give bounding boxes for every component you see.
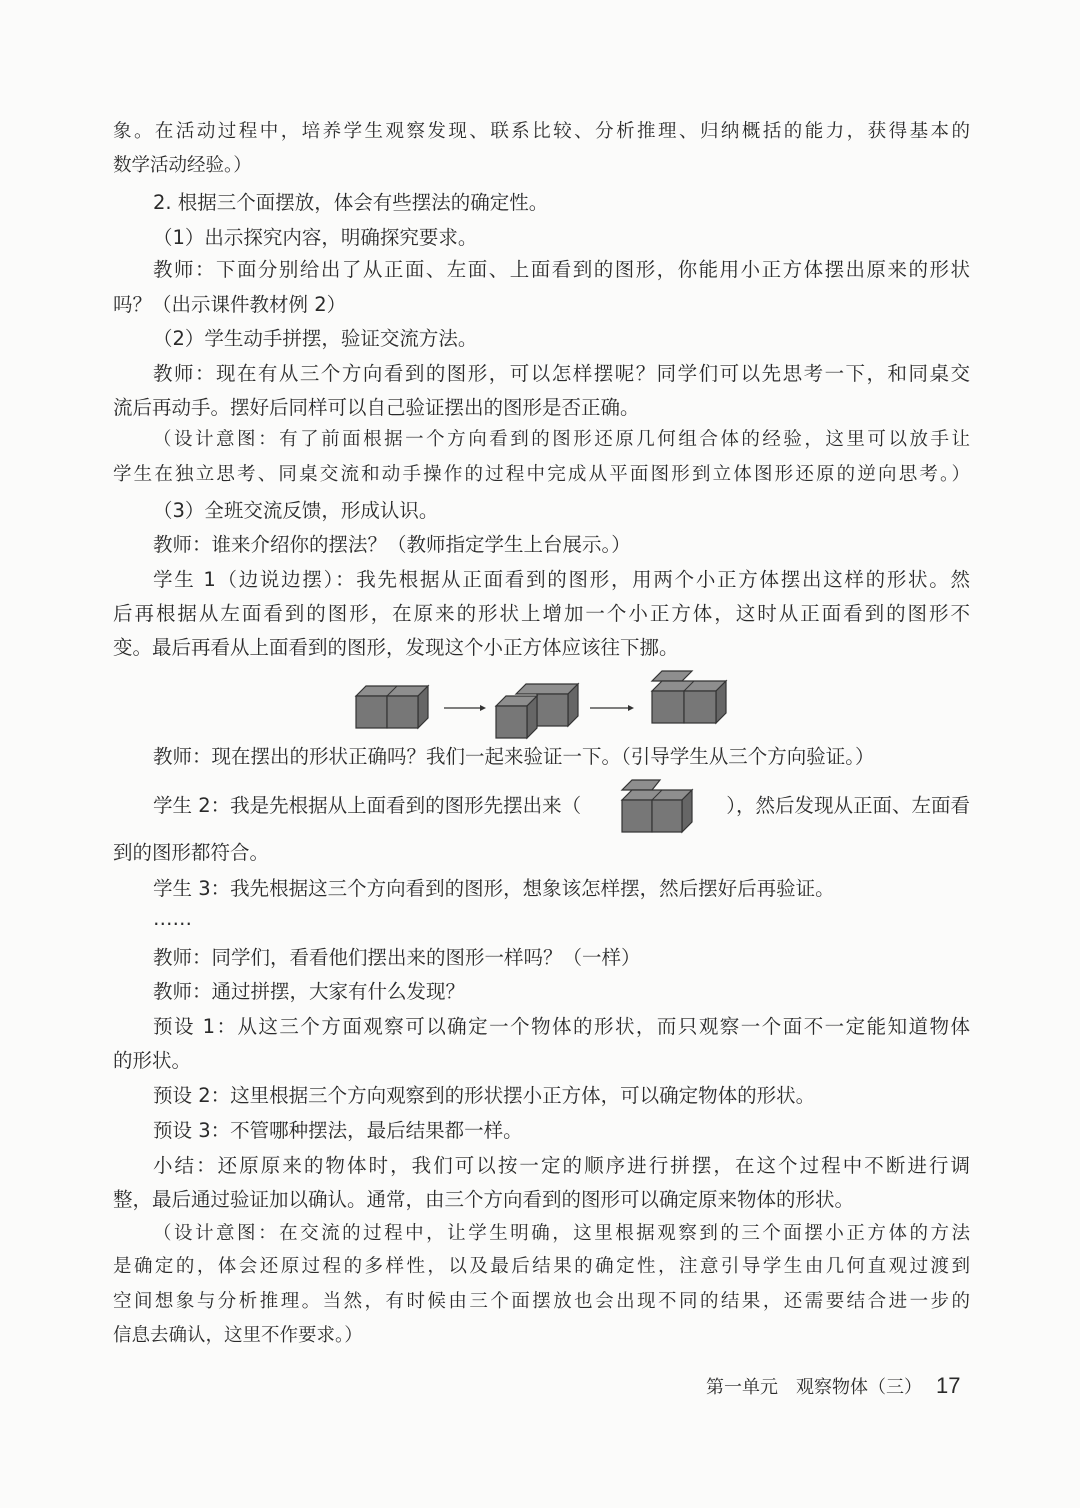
text-line: 象。在活动过程中，培养学生观察发现、联系比较、分析推理、归纳概括的能力，获得基本的: [113, 121, 970, 142]
text-line: 预设 2：这里根据三个方向观察到的形状摆小正方体，可以确定物体的形状。: [153, 1084, 816, 1107]
cube-figure-inline: [622, 780, 694, 834]
text-line: 学生 3：我先根据这三个方向看到的图形，想象该怎样摆，然后摆好后再验证。: [153, 877, 835, 900]
text-line: 教师：同学们，看看他们摆出来的图形一样吗？（一样）: [153, 946, 641, 969]
text-line: 学生 1（边说边摆）：我先根据从正面看到的图形，用两个小正方体摆出这样的形状。然: [153, 568, 970, 591]
design-intent-line: （设计意图：在交流的过程中，让学生明确，这里根据观察到的三个面摆小正方体的方法: [153, 1223, 970, 1244]
text-line: 整，最后通过验证加以确认。通常，由三个方向看到的图形可以确定原来物体的形状。: [113, 1188, 855, 1211]
text-line: 数学活动经验。）: [113, 155, 252, 176]
arrow-icon: [590, 703, 634, 713]
subsection-heading: （1）出示探究内容，明确探究要求。: [153, 226, 478, 249]
text-line: 教师：通过拼摆，大家有什么发现？: [153, 980, 466, 1003]
cube-figure-step2: [496, 684, 580, 740]
text-line: 教师：现在有从三个方向看到的图形，可以怎样摆呢？同学们可以先思考一下，和同桌交: [153, 362, 970, 385]
page-number: 17: [936, 1373, 961, 1398]
cube-figure-step1: [356, 686, 430, 730]
arrow-icon: [444, 703, 486, 713]
design-intent-line: 是确定的，体会还原过程的多样性，以及最后结果的确定性，注意引导学生由几何直观过渡到: [113, 1256, 970, 1277]
text-line: 预设 3：不管哪种摆法，最后结果都一样。: [153, 1119, 523, 1142]
text-line: 流后再动手。摆好后同样可以自己验证摆出的图形是否正确。: [113, 396, 640, 419]
text-line: ），然后发现从正面、左面看: [726, 794, 970, 817]
text-line: 教师：下面分别给出了从正面、左面、上面看到的图形，你能用小正方体摆出原来的形状: [153, 258, 970, 281]
text-line: 到的图形都符合。: [113, 841, 270, 864]
design-intent-line: 信息去确认，这里不作要求。）: [113, 1325, 363, 1346]
design-intent-line: （设计意图：有了前面根据一个方向看到的图形还原几何组合体的经验，这里可以放手让: [153, 429, 970, 450]
text-line: 预设 1：从这三个方面观察可以确定一个物体的形状，而只观察一个面不一定能知道物体: [153, 1015, 970, 1038]
design-intent-line: 学生在独立思考、同桌交流和动手操作的过程中完成从平面图形到立体图形还原的逆向思考。）: [113, 464, 970, 485]
subsection-heading: （2）学生动手拼摆，验证交流方法。: [153, 327, 478, 350]
ellipsis: ……: [153, 907, 192, 930]
page-footer: [706, 1373, 960, 1399]
text-line: 小结：还原原来的物体时，我们可以按一定的顺序进行拼摆，在这个过程中不断进行调: [153, 1154, 970, 1177]
text-line: 变。最后再看从上面看到的图形，发现这个小正方体应该往下挪。: [113, 636, 679, 659]
text-line: 后再根据从左面看到的图形，在原来的形状上增加一个小正方体，这时从正面看到的图形不: [113, 602, 970, 625]
text-line: 教师：现在摆出的形状正确吗？我们一起来验证一下。（引导学生从三个方向验证。）: [153, 745, 875, 768]
text-line: 的形状。: [113, 1049, 192, 1072]
text-line: 吗？（出示课件教材例 2）: [113, 293, 347, 316]
design-intent-line: 空间想象与分析推理。当然，有时候由三个面摆放也会出现不同的结果，还需要结合进一步的: [113, 1291, 970, 1312]
text-line: 学生 2：我是先根据从上面看到的图形先摆出来（: [153, 794, 582, 817]
chapter-title: 第一单元 观察物体（三）: [706, 1377, 922, 1398]
subsection-heading: （3）全班交流反馈，形成认识。: [153, 499, 439, 522]
text-line: 教师：谁来介绍你的摆法？（教师指定学生上台展示。）: [153, 533, 631, 556]
cube-figure-step3: [652, 671, 728, 725]
section-heading: 2. 根据三个面摆放，体会有些摆法的确定性。: [153, 191, 549, 214]
